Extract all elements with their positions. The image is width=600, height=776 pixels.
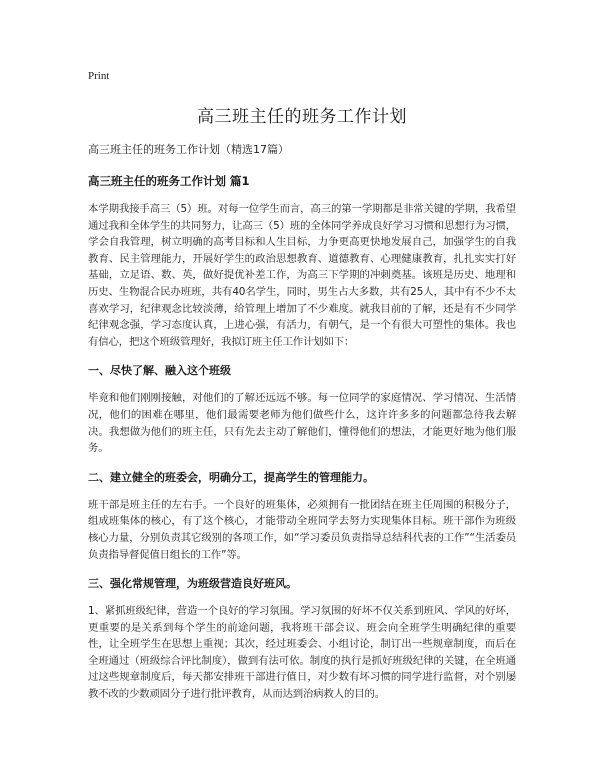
section-heading: 二、建立健全的班委会，明确分工，提高学生的管理能力。	[88, 470, 374, 484]
section-2	[88, 469, 516, 563]
document-page	[88, 70, 516, 715]
document-title: 高三班主任的班务工作计划	[197, 107, 407, 127]
section-3	[88, 575, 516, 703]
section-1	[88, 362, 516, 456]
section-heading: 一、尽快了解、融入这个班级	[88, 364, 231, 378]
section-paragraph: 1、紧抓班级纪律，营造一个良好的学习氛围。学习氛围的好坏不仅关系到班风、学风的好坏，更重要的是关系到每个学生的前途问题，我将班干部会议、班会向全班学生明确纪律的重要性，让全班学生在思想上重视；其次，经过班委会、小组讨论，制订出一些规章制度，而后在全班通过（班级综合评比制度），做到有法可依。制度的执行是抓好班级纪律的关键，在全班通过这些规章制度后，每天都安排班干部进行值日，对少数有坏习惯的同学进行监督，对个别屡教不改的少数顽固分子进行批评教育，从而达到治病救人的目的。	[88, 605, 516, 701]
article-heading: 高三班主任的班务工作计划 篇1	[88, 174, 250, 188]
section-paragraph: 毕竟和他们刚刚接触，对他们的了解还远远不够。每一位同学的家庭情况、学习情况、生活情况，他们的困难在哪里，他们最需要老师为他们做些什么，这许许多多的问题都急待我去解决。我想做为他们的班主任，只有先去主动了解他们，懂得他们的想法，才能更好地为他们服务。	[88, 392, 516, 455]
intro-paragraph: 本学期我接手高三（5）班。对每一位学生而言，高三的第一学期都是非常关键的学期，我希望通过我和全体学生的共同努力，让高三（5）班的全体同学养成良好学习习惯和思想行为习惯，学会自我管理，树立明确的高考目标和人生目标，力争更高更快地发展自己，加强学生的自我教育、民主管理能力，开展好学生的政治思想教育、道德教育、心理健康教育，扎扎实实打好基础，立足语、数、英，做好提优补差工作，为高三下学期的冲刺奠基。该班是历史、地理和历史、生物混合民办班班，共有40名学生，同时，男生占大多数，共有25人，其中有不少不太喜欢学习，纪律观念比较淡薄，给管理上增加了不少难度。就我目前的了解，还是有不少同学纪律观念强，学习态度认真，上进心强，有活力，有朝气，是一个有很大可塑性的集体。我也有信心，把这个班级管理好，我拟订班主任工作计划如下：	[88, 203, 516, 348]
section-heading: 三、强化常规管理，为班级营造良好班风。	[88, 577, 297, 591]
print-link[interactable]: Print	[88, 70, 110, 82]
document-subtitle: 高三班主任的班务工作计划（精选17篇）	[88, 143, 289, 156]
section-paragraph: 班干部是班主任的左右手。一个良好的班集体，必须拥有一批团结在班主任周围的积极分子，组成班集体的核心，有了这个核心，才能带动全班同学去努力实现集体目标。班干部作为班级核心力量，分别负责其它级别的各项工作，如“学习委员负责指导总结科代表的工作”“生活委员负责指导督促值日组长的工作”等。	[88, 498, 516, 561]
